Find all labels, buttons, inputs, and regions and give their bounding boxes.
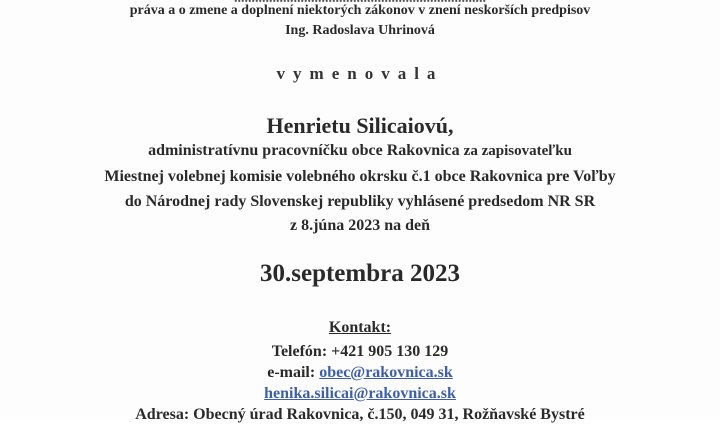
phone-number: +421 905 130 129 xyxy=(331,343,449,360)
appointee-name: Henrietu Silicaiovú, xyxy=(266,113,454,138)
role-line-2: Miestnej volebnej komisie volebného okrsku č.1 obce Rakovnica pre Voľby xyxy=(104,168,616,185)
role-line-1-function: za zapisovateľku xyxy=(463,143,572,159)
email-link-henika[interactable]: henika.silicai@rakovnica.sk xyxy=(264,385,456,402)
phone-line xyxy=(0,342,720,362)
role-line-3: do Národnej rady Slovenskej republiky vyhlásené predsedom NR SR xyxy=(124,193,596,210)
role-line-1-position: administratívnu pracovníčku obce Rakovnica xyxy=(148,142,460,159)
email-line xyxy=(0,363,720,383)
email-link-obec[interactable]: obec@rakovnica.sk xyxy=(319,364,453,381)
election-date: 30.septembra 2023 xyxy=(260,260,460,287)
contact-heading xyxy=(0,318,720,338)
appointment-verb: vymenovala xyxy=(276,64,444,83)
contact-heading-text: Kontakt: xyxy=(328,319,392,336)
role-line-1 xyxy=(0,141,720,161)
legal-reference-line: práva a o zmene a doplnení niektorých zákonov v znení neskorších predpisov xyxy=(129,3,591,18)
signatory-name: Ing. Radoslava Uhrinová xyxy=(285,23,435,38)
phone-label: Telefón: xyxy=(271,343,328,360)
address-line: Adresa: Obecný úrad Rakovnica, č.150, 049 31, Rožňavské Bystré xyxy=(135,406,585,423)
role-line-4: z 8.júna 2023 na deň xyxy=(289,217,431,234)
email-label: e-mail: xyxy=(267,364,316,381)
email-line-2 xyxy=(0,384,720,404)
